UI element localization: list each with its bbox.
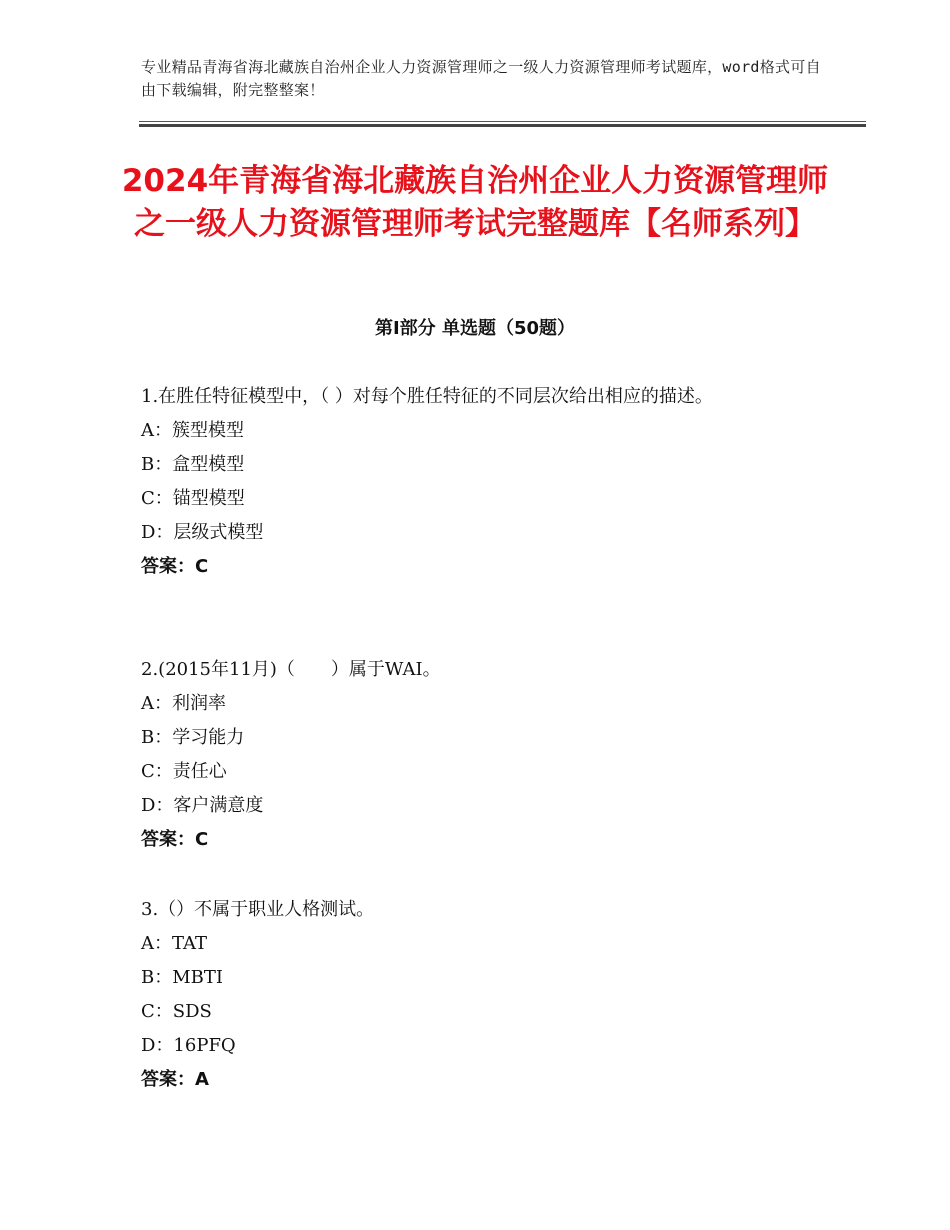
option-b: B：MBTI	[141, 967, 224, 988]
option-d: D：层级式模型	[141, 522, 264, 543]
option-b: B：学习能力	[141, 727, 245, 748]
option-d: D：16PFQ	[141, 1035, 236, 1056]
header-divider-thick	[139, 124, 866, 127]
question-stem: 3.（）不属于职业人格测试。	[141, 899, 375, 920]
option-a: A：簇型模型	[141, 420, 244, 441]
question-item	[141, 893, 821, 1097]
section-title: 第Ⅰ部分 单选题（50题）	[374, 318, 575, 339]
header-note: 专业精品青海省海北藏族自治州企业人力资源管理师之一级人力资源管理师考试题库，word格式可自由下载编辑，附完整整案！	[141, 58, 821, 99]
answer: 答案：C	[141, 829, 209, 850]
answer: 答案：C	[141, 556, 209, 577]
answer: 答案：A	[141, 1069, 209, 1090]
option-b: B：盒型模型	[141, 454, 245, 475]
option-d: D：客户满意度	[141, 795, 264, 816]
option-c: C：SDS	[141, 1001, 212, 1022]
header-divider-thin	[139, 121, 866, 122]
option-c: C：锚型模型	[141, 488, 245, 509]
document-title: 2024年青海省海北藏族自治州企业人力资源管理师之一级人力资源管理师考试完整题库【名师系列】	[121, 163, 829, 242]
option-a: A：TAT	[141, 933, 208, 954]
option-c: C：责任心	[141, 761, 227, 782]
option-a: A：利润率	[141, 693, 226, 714]
question-stem: 2.(2015年11月)（ ）属于WAI。	[141, 659, 441, 680]
question-item	[141, 653, 821, 857]
question-stem: 1.在胜任特征模型中，（ ）对每个胜任特征的不同层次给出相应的描述。	[141, 386, 713, 407]
question-item	[141, 380, 821, 584]
